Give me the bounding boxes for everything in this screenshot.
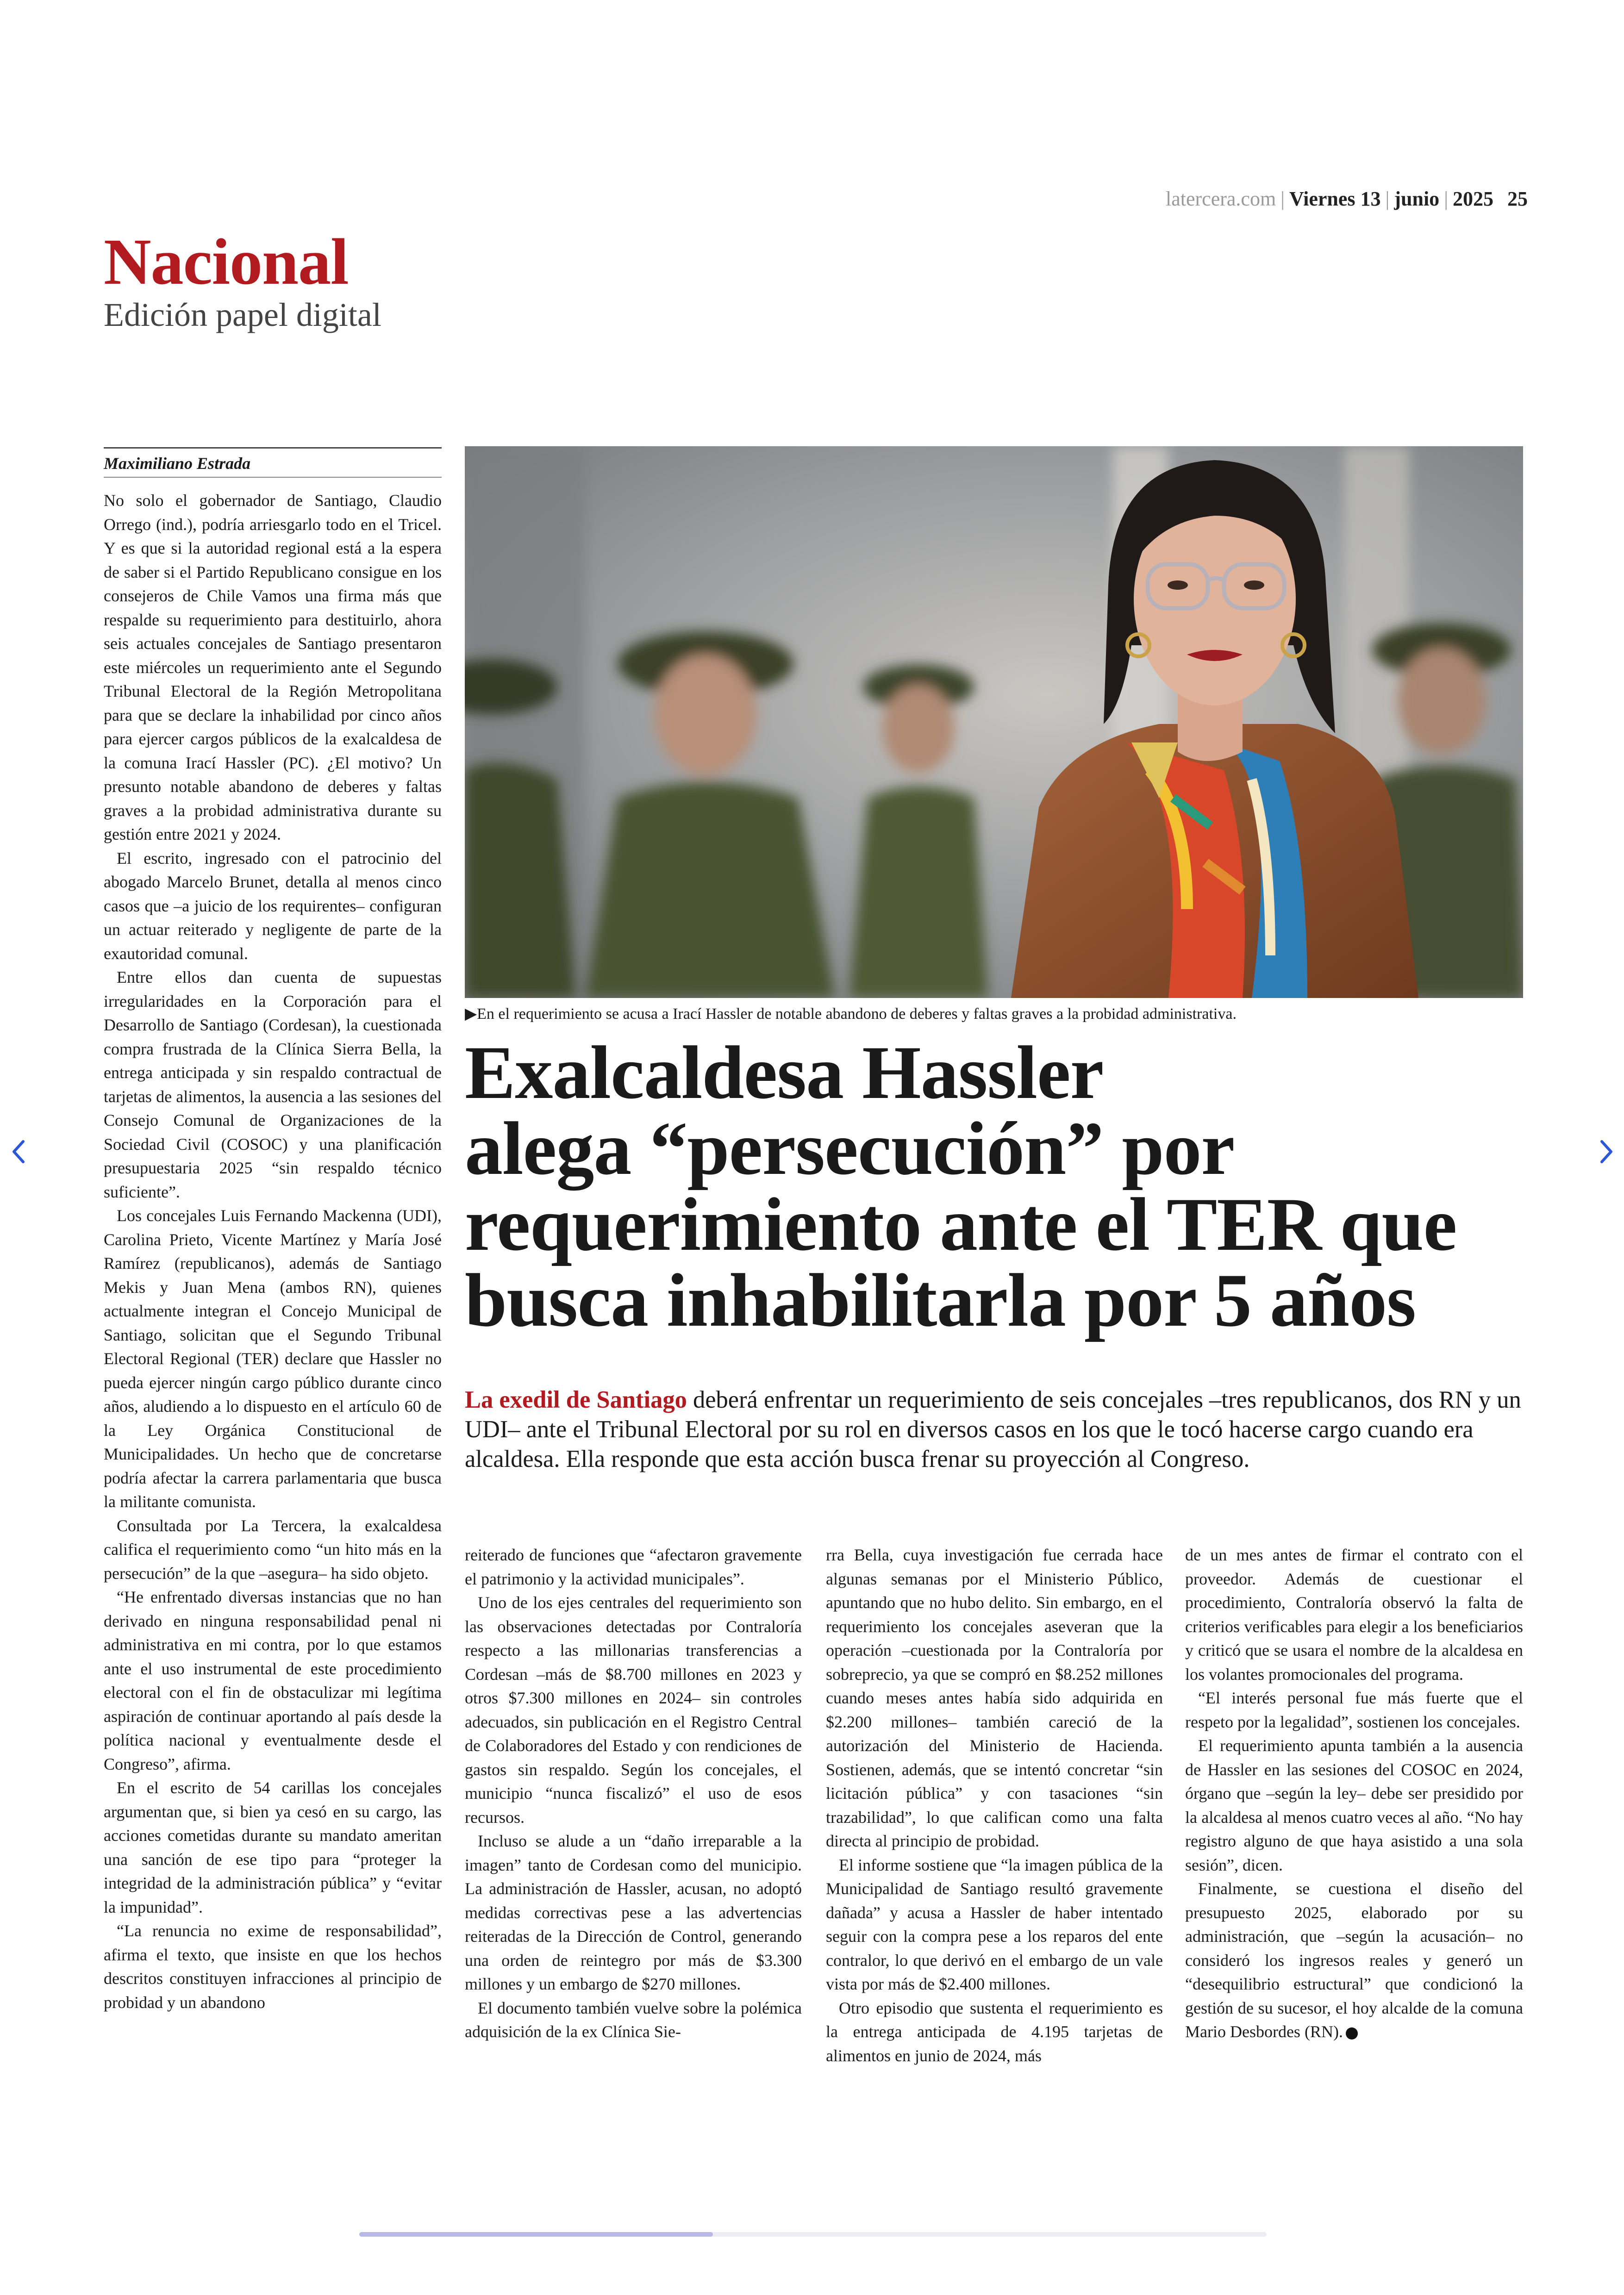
headline-line: alega “persecución” por <box>465 1107 1235 1191</box>
caption-marker-icon: ▶ <box>465 1005 477 1023</box>
article-column-4 <box>1185 1543 1523 2044</box>
photo-illustration <box>465 446 1523 998</box>
lede <box>465 1385 1530 1474</box>
scroll-thumb[interactable] <box>359 2232 713 2237</box>
paragraph: En el escrito de 54 carillas los concejales argumentan que, si bien ya cesó en su cargo, las acciones cometidas durante su mandato ameritan una sanción de ese tipo para “proteger la integridad de la administración pública” y “evitar la impunidad”. <box>104 1778 442 1916</box>
paragraph: rra Bella, cuya investigación fue cerrada hace algunas semanas por el Ministerio Público, apuntando que no hubo delito. Sin embargo, en el requerimiento los concejales aseveran que la operación –cuestionada por la Contraloría por sobreprecio, ya que se compró en $8.252 millones cuando meses antes había sido adquirida en $2.200 millones– también careció de la autorización del Ministerio de Hacienda. Sostienen, además, que se intentó concretar “sin licitación pública” y con tasaciones “sin trazabilidad”, lo que califican como una falta directa al principio de probidad. <box>826 1546 1163 1850</box>
paragraph: El documento también vuelve sobre la polémica adquisición de la ex Clínica Sie- <box>465 1998 802 2041</box>
article-photo <box>465 446 1523 998</box>
paragraph: de un mes antes de firmar el contrato con el proveedor. Además de cuestionar el procedimiento, Contraloría observó la falta de criterios verificables para elegir a los beneficiarios y criticó que se usara el nombre de la alcaldesa en los volantes promocionales del programa. <box>1185 1546 1523 1684</box>
headline-line: Exalcaldesa Hassler <box>465 1031 1104 1115</box>
paragraph <box>1185 1877 1523 2044</box>
paragraph: “He enfrentado diversas instancias que no han derivado en ninguna responsabilidad penal ni administrativa en mi contra, por lo que estamos ante el uso instrumental de este procedimiento electoral con el fin de obstaculizar mi legítima aspiración de continuar aportando al país desde la política nacional y eventualmente desde el Congreso”, afirma. <box>104 1588 442 1773</box>
lede-text: deberá enfrentar un requerimiento de seis concejales –tres republicanos, dos RN y un UDI– ante el Tribunal Electoral por su rol en diversos casos en los que le tocó hacerse cargo cuando era alcaldesa. Ella responde que esta acción busca frenar su proyección al Congreso. <box>465 1386 1521 1472</box>
year: 2025 <box>1453 187 1493 210</box>
next-page-button[interactable] <box>1593 1133 1620 1170</box>
paragraph: Otro episodio que sustenta el requerimiento es la entrega anticipada de 4.195 tarjetas de alimentos en junio de 2024, más <box>826 1998 1163 2065</box>
site-name: latercera.com <box>1166 187 1276 210</box>
headline <box>465 1031 1530 1342</box>
section-title: Nacional <box>104 225 349 298</box>
edition-subtitle: Edición papel digital <box>104 296 381 333</box>
paragraph: El informe sostiene que “la imagen pública de la Municipalidad de Santiago resultó gravemente dañada” y acusa a Hassler de haber intentado seguir con la compra pese a los reparos del ente contralor, lo que derivó en el embargo de un vale vista por más de $2.400 millones. <box>826 1855 1163 1993</box>
article-column-3 <box>826 1543 1163 2068</box>
chevron-left-icon <box>9 1138 28 1166</box>
paragraph: reiterado de funciones que “afectaron gravemente el patrimonio y la actividad municipales”. <box>465 1546 802 1588</box>
caption-text: En el requerimiento se acusa a Irací Hassler de notable abandono de deberes y faltas graves a la probidad administrativa. <box>477 1005 1237 1023</box>
lede-kicker: La exedil de Santiago <box>465 1386 687 1413</box>
paragraph: No solo el gobernador de Santiago, Claudio Orrego (ind.), podría arriesgarlo todo en el Tricel. Y es que si la autoridad regional está a la espera de saber si el Partido Republicano consigue en los consejeros de Chile Vamos una firma más que respalde su requerimiento para destituirlo, ahora seis actuales concejales de Santiago presentaron este miércoles un requerimiento ante el Segundo Tribunal Electoral de la Región Metropolitana para que se declare la inhabilidad por cinco años para ejercer cargos públicos de la exalcaldesa de la comuna Irací Hassler (PC). ¿El motivo? Un presunto notable abandono de deberes y faltas graves a la probidad administrativa durante su gestión entre 2021 y 2024. <box>104 491 442 843</box>
paragraph-text: Finalmente, se cuestiona el diseño del presupuesto 2025, elaborado por su administración, que –según la acusación– no consideró los ingresos reales y generó un “desequilibrio estructural” que condicionó la gestión de su sucesor, el hoy alcalde de la comuna Mario Desbordes (RN). <box>1185 1879 1523 2041</box>
byline: Maximiliano Estrada <box>104 454 251 473</box>
paragraph: Consultada por La Tercera, la exalcaldesa califica el requerimiento como “un hito más en la persecución” de la que –asegura– ha sido objeto. <box>104 1516 442 1583</box>
photo-caption <box>465 1004 1530 1025</box>
chevron-right-icon <box>1597 1138 1616 1166</box>
paragraph: Incluso se alude a un “daño irreparable a la imagen” tanto de Cordesan como del municipio. La administración de Hassler, acusan, no adoptó medidas correctivas pese a las advertencias reiteradas de la Dirección de Control, generando una orden de reintegro por más de $3.300 millones y un embargo de $270 millones. <box>465 1832 802 1993</box>
paragraph: “La renuncia no exime de responsabilidad”, afirma el texto, que insiste en que los hechos descritos constituyen infracciones al principio de probidad y un abandono <box>104 1921 442 2012</box>
weekday: Viernes <box>1289 187 1355 210</box>
paragraph: El escrito, ingresado con el patrocinio del abogado Marcelo Brunet, detalla al menos cinco casos que –a juicio de los requirentes– configuran un actuar reiterado y negligente de parte de la exautoridad comunal. <box>104 848 442 963</box>
day: 13 <box>1360 187 1381 210</box>
article-column-2 <box>465 1543 802 2044</box>
page-number: 25 <box>1507 187 1528 210</box>
paragraph: Uno de los ejes centrales del requerimiento son las observaciones detectadas por Contraloría respecto a las millonarias transferencias a Cordesan –más de $8.700 millones en 2023 y otros $7.300 millones en 2024– sin controles adecuados, sin publicación en el Registro Central de Colaboradores del Estado y con rendiciones de gastos sin respaldo. Según los concejales, el municipio “nunca fiscalizó” el uso de esos recursos. <box>465 1593 802 1827</box>
masthead: latercera.com | Viernes 13 | junio | 2025 25 <box>1166 187 1528 210</box>
paragraph: Entre ellos dan cuenta de supuestas irregularidades en la Corporación para el Desarrollo de Santiago (Cordesan), la cuestionada compra frustrada de la Clínica Sierra Bella, la entrega anticipada y sin respaldo contractual de tarjetas de alimentos, la ausencia a las sesiones del Consejo Comunal de Organizaciones de la Sociedad Civil (COSOC) y una planificación presupuestaria 2025 “sin respaldo técnico suficiente”. <box>104 968 442 1201</box>
byline-rule <box>104 447 442 449</box>
paragraph: “El interés personal fue más fuerte que el respeto por la legalidad”, sostienen los concejales. <box>1185 1689 1523 1731</box>
headline-line: requerimiento ante el TER que <box>465 1183 1457 1266</box>
end-mark-icon <box>1346 2027 1358 2039</box>
article-column-1 <box>104 489 442 2014</box>
previous-page-button[interactable] <box>5 1133 32 1170</box>
byline-divider <box>104 477 442 478</box>
paragraph: Los concejales Luis Fernando Mackenna (UDI), Carolina Prieto, Vicente Martínez y María José Ramírez (republicanos), además de Santiago Mekis y Juan Mena (ambos RN), quienes actualmente integran el Concejo Municipal de Santiago, solicitan que el Segundo Tribunal Electoral Regional (TER) declare que Hassler no pueda ejercer ningún cargo público durante cinco años, aludiendo a lo dispuesto en el artículo 60 de la Ley Orgánica Constitucional de Municipalidades. Un hecho que de concretarse podría afectar la carrera parlamentaria que busca la militante comunista. <box>104 1206 442 1511</box>
headline-line: busca inhabilitarla por 5 años <box>465 1259 1416 1342</box>
paragraph: El requerimiento apunta también a la ausencia de Hassler en las sesiones del COSOC en 2024, órgano que –según la ley– debe ser presidido por la alcaldesa al menos cuatro veces al año. “No hay registro alguno de que haya asistido a una sola sesión”, dicen. <box>1185 1736 1523 1874</box>
month: junio <box>1394 187 1440 210</box>
